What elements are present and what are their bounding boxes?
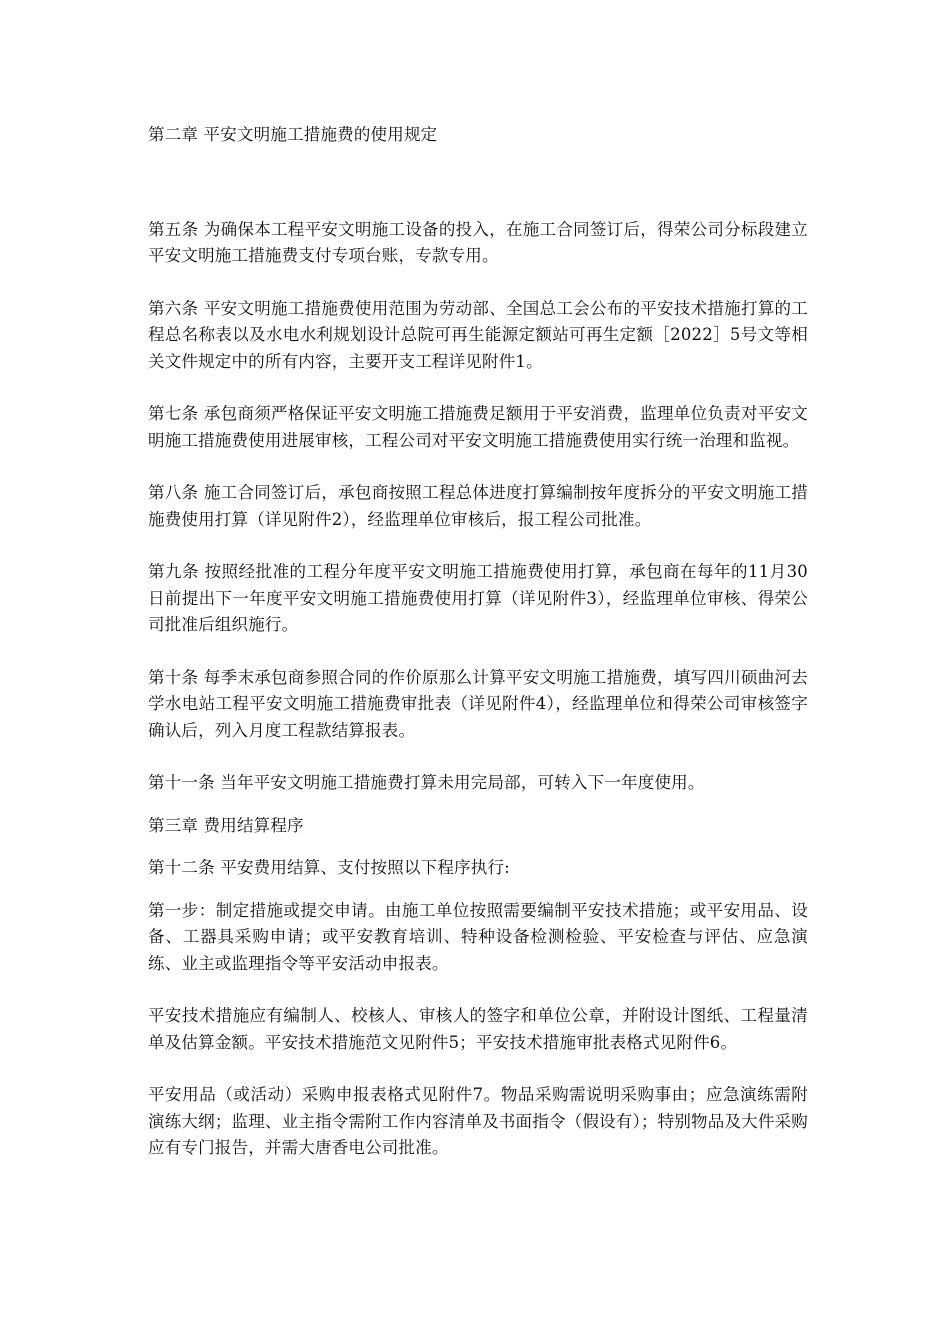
article-12: 第十二条 平安费用结算、支付按照以下程序执行: (148, 858, 510, 877)
article-8: 第八条 施工合同签订后，承包商按照工程总体进度打算编制按年度拆分的平安文明施工措施费使用打算（详见附件2），经监理单位审核后，报工程公司批准。 (148, 483, 808, 529)
article-6: 第六条 平安文明施工措施费使用范围为劳动部、全国总工会公布的平安技术措施打算的工程总名称表以及水电水利规划设计总院可再生能源定额站可再生定额［2022］5号文等相关文件规定中的所有内容，主要开支工程详见附件1。 (148, 298, 808, 371)
chapter-3-title: 第三章 费用结算程序 (148, 815, 304, 835)
article-11: 第十一条 当年平安文明施工措施费打算未用完局部，可转入下一年度使用。 (148, 773, 705, 792)
article-5: 第五条 为确保本工程平安文明施工设备的投入，在施工合同签订后，得荣公司分标段建立平安文明施工措施费支付专项台账，专款专用。 (148, 219, 808, 265)
chapter-2-title: 第二章 平安文明施工措施费的使用规定 (148, 125, 438, 144)
article-9: 第九条 按照经批准的工程分年度平安文明施工措施费使用打算，承包商在每年的11月30日前提出下一年度平安文明施工措施费使用打算（详见附件3），经监理单位审核、得荣公司批准后组织施行。 (148, 562, 808, 634)
document-body (148, 122, 808, 1162)
step-1-note-2: 平安用品（或活动）采购申报表格式见附件7。物品采购需说明采购事由；应急演练需附演练大纲；监理、业主指令需附工作内容清单及书面指令（假设有）；特别物品及大件采购应有专门报告，并需大唐香电公司批准。 (148, 1085, 808, 1157)
step-1-note-1: 平安技术措施应有编制人、校核人、审核人的签字和单位公章，并附设计图纸、工程量清单及估算金额。平安技术措施范文见附件5；平安技术措施审批表格式见附件6。 (148, 1006, 808, 1052)
article-10: 第十条 每季末承包商参照合同的作价原那么计算平安文明施工措施费，填写四川硕曲河去学水电站工程平安文明施工措施费审批表（详见附件4），经监理单位和得荣公司审核签字确认后，列入月度工程款结算报表。 (148, 667, 808, 740)
article-7: 第七条 承包商须严格保证平安文明施工措施费足额用于平安消费，监理单位负责对平安文明施工措施费使用进展审核，工程公司对平安文明施工措施费使用实行统一治理和监视。 (148, 404, 808, 450)
step-1: 第一步：制定措施或提交申请。由施工单位按照需要编制平安技术措施；或平安用品、设备、工器具采购申请；或平安教育培训、特种设备检测检验、平安检查与评估、应急演练、业主或监理指令等平安活动申报表。 (148, 900, 808, 973)
